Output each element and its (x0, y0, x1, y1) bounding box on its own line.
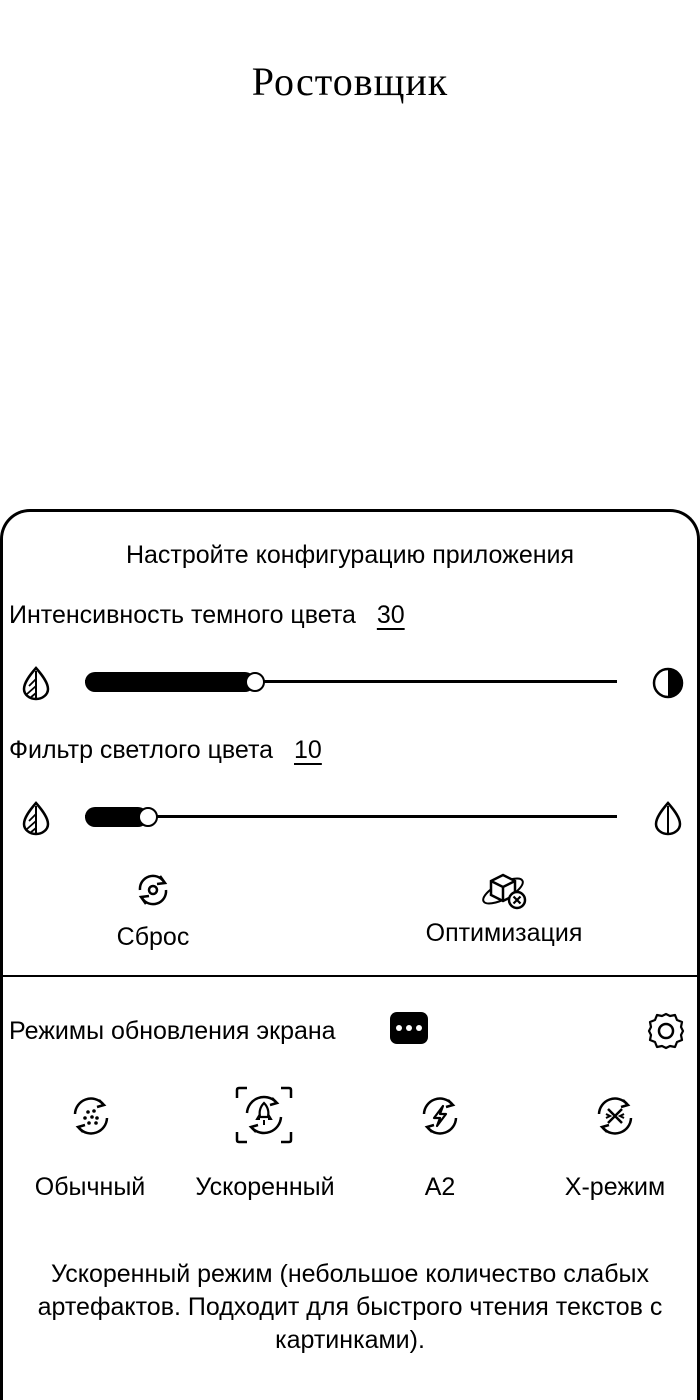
leaf-min-icon[interactable] (20, 665, 52, 701)
speed-mode-icon[interactable] (233, 1084, 295, 1146)
contrast-max-icon[interactable] (651, 665, 685, 701)
normal-mode-icon[interactable] (67, 1092, 115, 1140)
slider-track (85, 815, 617, 818)
x-mode-icon[interactable] (591, 1092, 639, 1140)
dark-intensity-label: Интенсивность темного цвета (9, 601, 356, 629)
light-filter-label: Фильтр светлого цвета (9, 736, 274, 764)
app-title: Ростовщик (251, 59, 449, 104)
light-filter-value[interactable]: 10 (294, 736, 322, 764)
dark-intensity-value[interactable]: 30 (376, 601, 405, 629)
optimize-button[interactable]: Оптимизация (425, 919, 583, 947)
dark-intensity-row (9, 600, 405, 630)
optimize-icon[interactable] (479, 869, 531, 911)
dark-intensity-slider[interactable] (85, 668, 617, 696)
mode-description: Ускоренный режим (небольшое количество слабых артефактов. Подходит для быстрого чтения текстов с картинками). (37, 1260, 663, 1354)
config-panel (0, 509, 700, 1400)
mode-label-normal[interactable]: Обычный (34, 1173, 146, 1201)
leaf-min-icon[interactable] (20, 800, 52, 836)
refresh-modes-title: Режимы обновления экрана (9, 1017, 336, 1045)
panel-heading: Настройте конфигурацию приложения (125, 541, 575, 569)
gear-icon[interactable] (646, 1011, 686, 1051)
more-dot (416, 1025, 422, 1031)
more-button[interactable] (390, 1012, 428, 1044)
mode-label-speed[interactable]: Ускоренный (195, 1173, 335, 1201)
mode-label-a2[interactable]: A2 (424, 1173, 456, 1201)
reset-button[interactable]: Сброс (116, 923, 190, 951)
slider-thumb[interactable] (138, 807, 158, 827)
light-filter-row (9, 735, 322, 765)
a2-mode-icon[interactable] (416, 1092, 464, 1140)
slider-fill (85, 672, 255, 692)
more-dot (406, 1025, 412, 1031)
light-filter-slider[interactable] (85, 803, 617, 831)
mode-label-x[interactable]: X-режим (564, 1173, 666, 1201)
slider-thumb[interactable] (245, 672, 265, 692)
droplet-icon[interactable] (652, 800, 684, 836)
more-dot (396, 1025, 402, 1031)
section-divider (3, 975, 697, 977)
reset-icon[interactable] (131, 870, 175, 910)
